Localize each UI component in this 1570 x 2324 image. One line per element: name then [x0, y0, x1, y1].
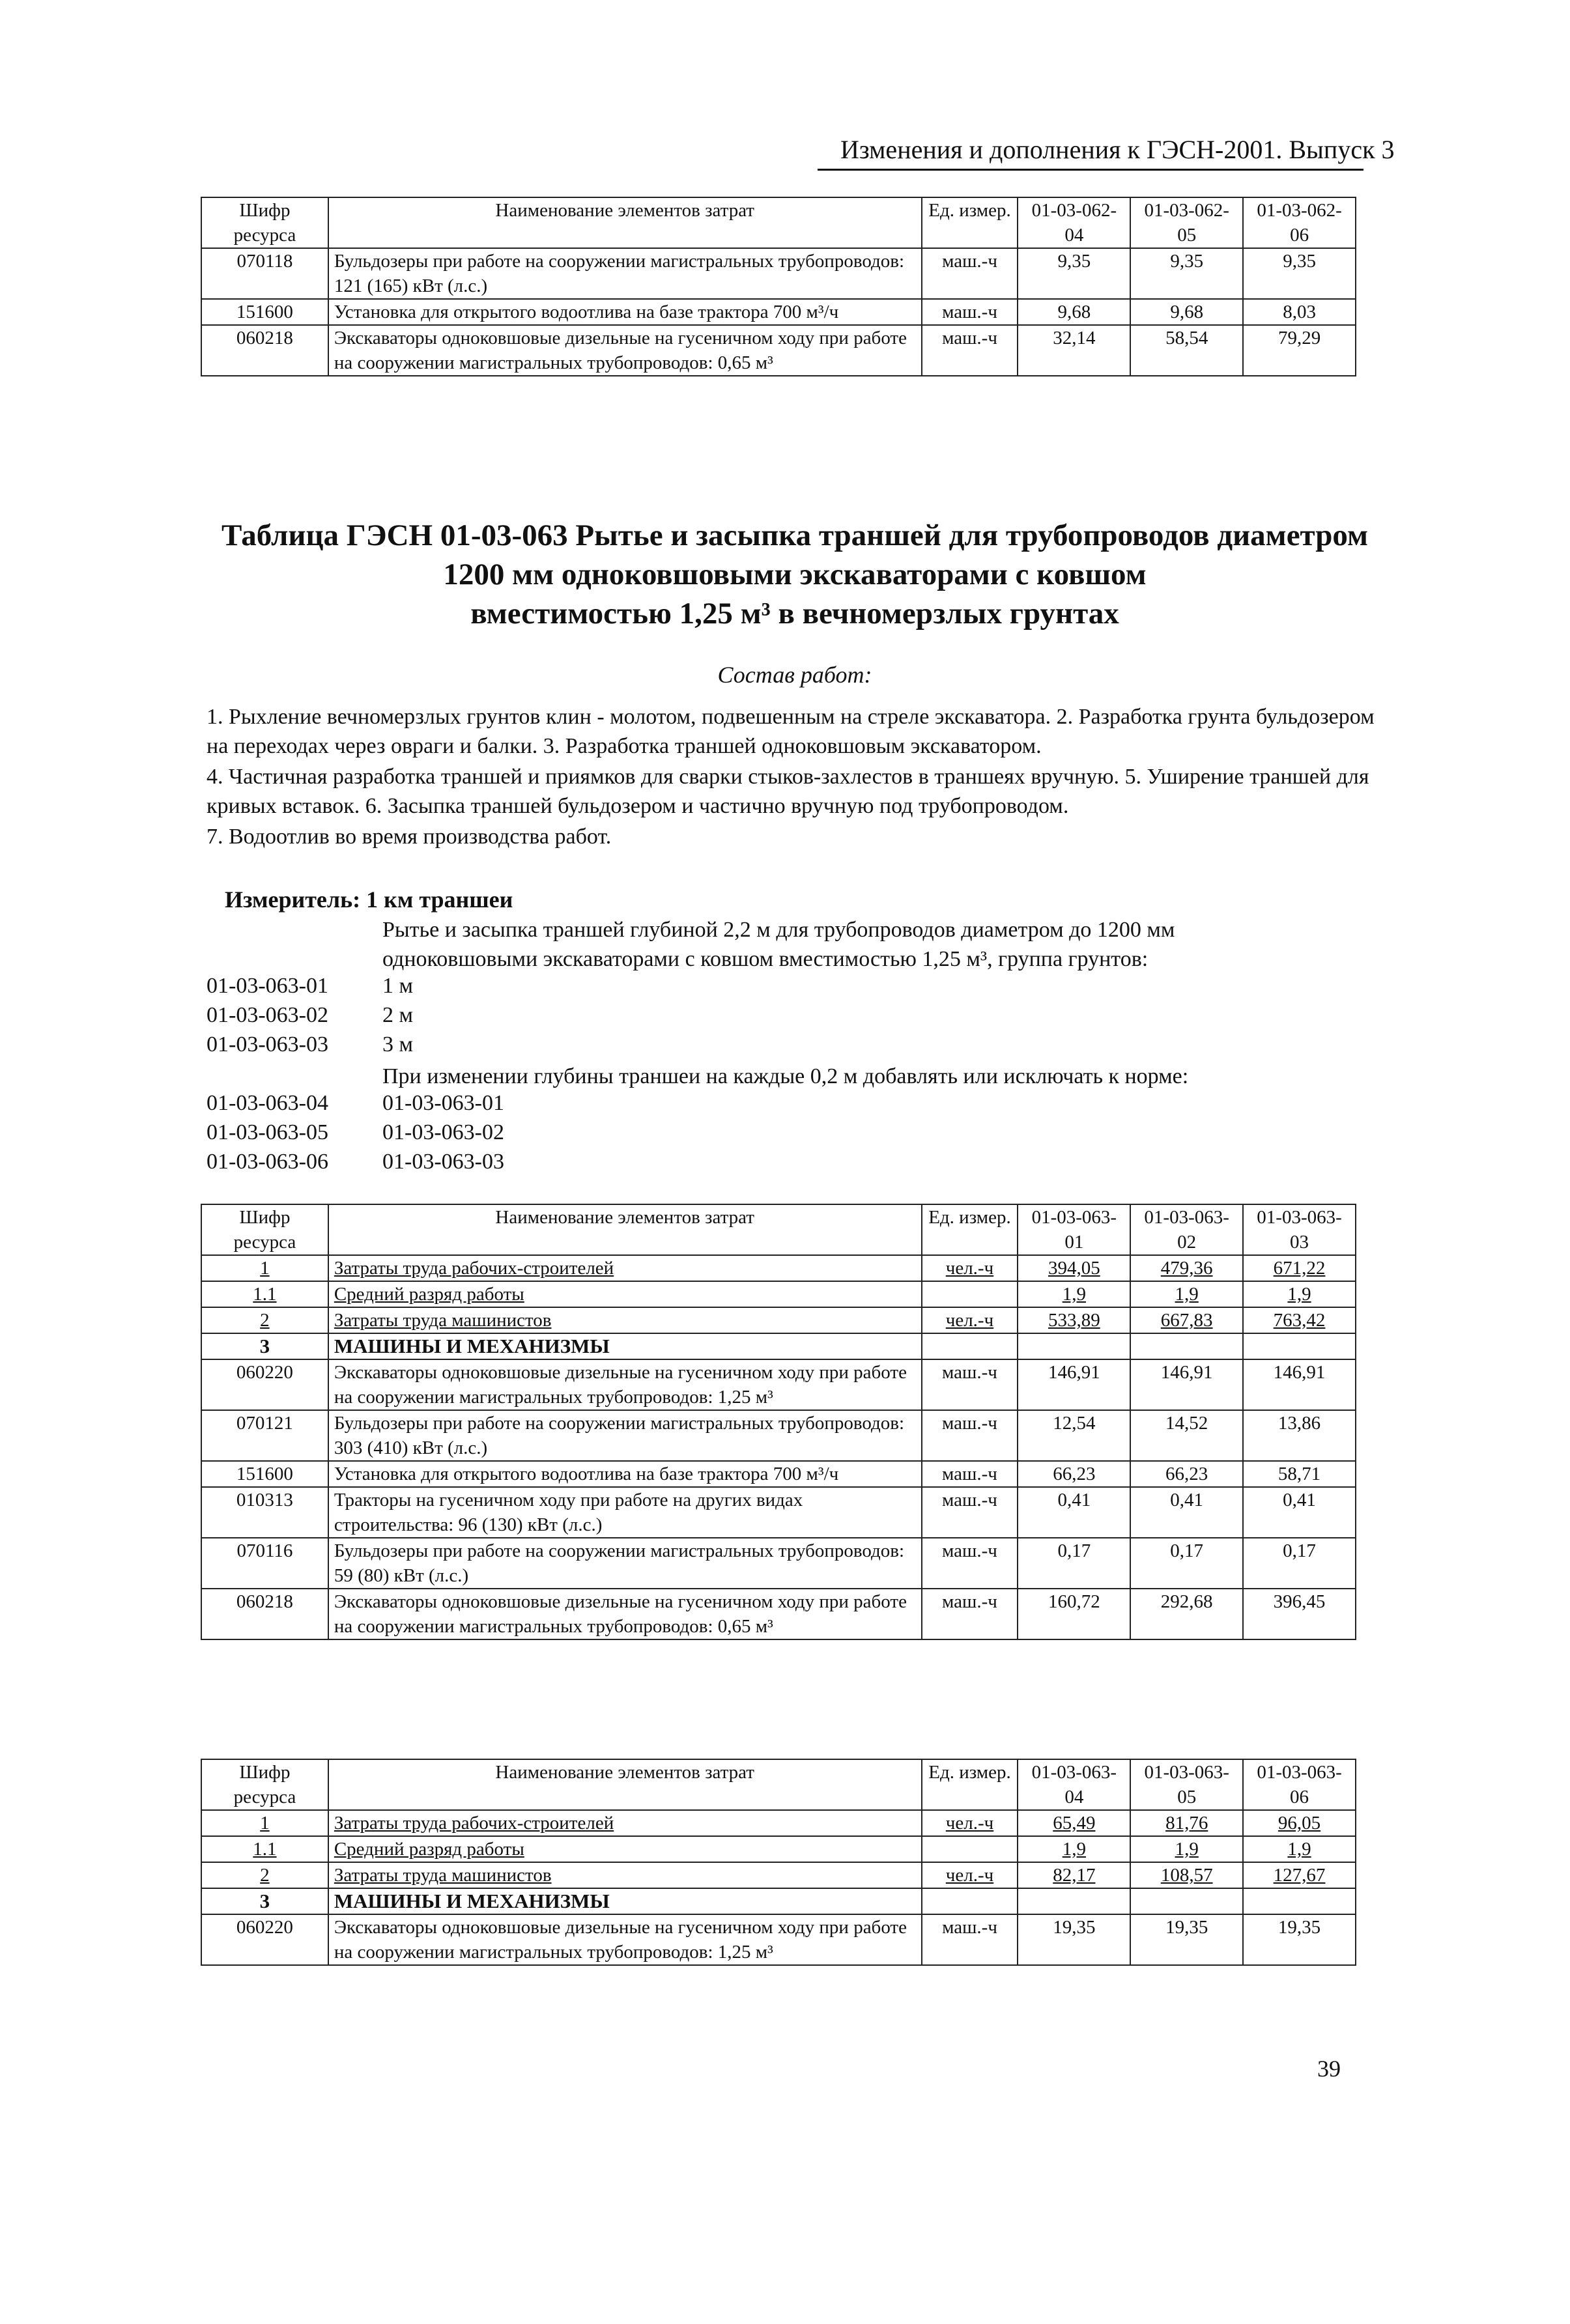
table-row	[201, 299, 1356, 325]
norm-value-cell: 14,52	[1130, 1410, 1243, 1461]
work-paragraph: 7. Водоотлив во время производства работ.	[207, 825, 612, 849]
table-row	[201, 1862, 1356, 1888]
resource-code: 1	[201, 1255, 328, 1281]
norm-value: 01-03-063-02	[382, 1120, 504, 1144]
norm-code: 01-03-063-04	[207, 1091, 328, 1115]
title-line: вместимостью 1,25 м³ в вечномерзлых грунтах	[470, 597, 1119, 631]
resource-code: 060218	[201, 325, 328, 376]
th-code: Шифр ресурса	[201, 1759, 328, 1810]
resource-code: 1	[201, 1810, 328, 1836]
th-name: Наименование элементов затрат	[328, 1204, 922, 1255]
norm-value-cell	[1130, 1888, 1243, 1914]
cost-table-1	[201, 197, 1356, 376]
norm-value-cell: 0,17	[1018, 1538, 1130, 1589]
th-name: Наименование элементов затрат	[328, 197, 922, 248]
norm-value-cell: 66,23	[1130, 1461, 1243, 1487]
table-row	[201, 1333, 1356, 1359]
cost-element-name: Установка для открытого водоотлива на базе трактора 700 м³/ч	[328, 1461, 922, 1487]
norm-value-cell: 396,45	[1243, 1589, 1356, 1639]
th-col: 01-03-063-05	[1130, 1759, 1243, 1810]
cost-element-name: Тракторы на гусеничном ходу при работе на других видах строительства: 96 (130) кВт (л.с.)	[328, 1487, 922, 1538]
title-line: 1200 мм одноковшовыми экскаваторами с ковшом	[443, 558, 1147, 591]
resource-code: 1.1	[201, 1281, 328, 1307]
norm-value: 3 м	[382, 1032, 414, 1056]
th-col: 01-03-063-02	[1130, 1204, 1243, 1255]
norm-value-cell: 146,91	[1243, 1359, 1356, 1410]
norm-value-cell: 8,03	[1243, 299, 1356, 325]
unit-of-measure: маш.-ч	[922, 1461, 1018, 1487]
norm-value-cell: 12,54	[1018, 1410, 1130, 1461]
norm-code-row	[207, 1150, 504, 1174]
cost-element-name: Бульдозеры при работе на сооружении магистральных трубопроводов: 121 (165) кВт (л.с.)	[328, 248, 922, 299]
th-col: 01-03-062-04	[1018, 197, 1130, 248]
cost-element-name: Средний разряд работы	[328, 1281, 922, 1307]
norm-value-cell: 1,9	[1130, 1281, 1243, 1307]
th-code: Шифр ресурса	[201, 197, 328, 248]
th-col: 01-03-063-03	[1243, 1204, 1356, 1255]
norm-value-cell: 19,35	[1018, 1914, 1130, 1965]
norm-value-cell: 1,9	[1018, 1836, 1130, 1862]
cost-element-name: Экскаваторы одноковшовые дизельные на гусеничном ходу при работе на сооружении магистральных трубопроводов: 1,25 м³	[328, 1914, 922, 1965]
resource-code: 1.1	[201, 1836, 328, 1862]
norm-value-cell: 0,41	[1130, 1487, 1243, 1538]
norm-value-cell: 0,41	[1243, 1487, 1356, 1538]
unit-of-measure: чел.-ч	[922, 1862, 1018, 1888]
norm-value-cell	[1243, 1888, 1356, 1914]
norm-value-cell: 79,29	[1243, 325, 1356, 376]
norm-value-cell: 96,05	[1243, 1810, 1356, 1836]
norm-value-cell: 66,23	[1018, 1461, 1130, 1487]
resource-code: 2	[201, 1862, 328, 1888]
cost-element-name: Установка для открытого водоотлива на базе трактора 700 м³/ч	[328, 299, 922, 325]
table-row	[201, 1589, 1356, 1639]
norm-value-cell: 127,67	[1243, 1862, 1356, 1888]
th-unit: Ед. измер.	[922, 197, 1018, 248]
table-row	[201, 248, 1356, 299]
norm-value-cell: 108,57	[1130, 1862, 1243, 1888]
cost-element-name: МАШИНЫ И МЕХАНИЗМЫ	[328, 1888, 922, 1914]
table-row	[201, 1359, 1356, 1410]
norm-value-cell: 65,49	[1018, 1810, 1130, 1836]
norm-value-cell: 667,83	[1130, 1307, 1243, 1333]
unit-of-measure: маш.-ч	[922, 1589, 1018, 1639]
work-paragraph: 1. Рыхление вечномерзлых грунтов клин - молотом, подвешенным на стреле экскаватора. 2. Разработка грунта бульдозером на переходах через овраги и балки. 3. Разработка траншей одноковшовым экскаватором.	[207, 705, 1375, 758]
th-col: 01-03-063-04	[1018, 1759, 1130, 1810]
title-line: Таблица ГЭСН 01-03-063 Рытье и засыпка траншей для трубопроводов диаметром	[221, 518, 1368, 552]
norm-value-cell: 9,35	[1130, 248, 1243, 299]
resource-code: 070118	[201, 248, 328, 299]
norm-value-cell: 292,68	[1130, 1589, 1243, 1639]
unit-of-measure: маш.-ч	[922, 1410, 1018, 1461]
cost-table-2	[201, 1204, 1356, 1640]
running-header: Изменения и дополнения к ГЭСН-2001. Выпуск 3	[840, 135, 1395, 164]
norm-code: 01-03-063-01	[207, 974, 328, 998]
norm-value-cell: 82,17	[1018, 1862, 1130, 1888]
cost-element-name: Экскаваторы одноковшовые дизельные на гусеничном ходу при работе на сооружении магистральных трубопроводов: 0,65 м³	[328, 325, 922, 376]
resource-code: 2	[201, 1307, 328, 1333]
norm-value-cell: 1,9	[1243, 1281, 1356, 1307]
norm-value: 01-03-063-01	[382, 1091, 504, 1115]
table-row	[201, 1836, 1356, 1862]
norm-value-cell: 160,72	[1018, 1589, 1130, 1639]
norm-code: 01-03-063-02	[207, 1003, 328, 1027]
norm-value-cell: 9,35	[1243, 248, 1356, 299]
unit-of-measure	[922, 1888, 1018, 1914]
norm-value-cell: 533,89	[1018, 1307, 1130, 1333]
norm-value-cell: 58,71	[1243, 1461, 1356, 1487]
norm-value-cell: 146,91	[1130, 1359, 1243, 1410]
table-row	[201, 1255, 1356, 1281]
norm-value-cell: 394,05	[1018, 1255, 1130, 1281]
cost-table-3	[201, 1759, 1356, 1966]
cost-element-name: Затраты труда машинистов	[328, 1862, 922, 1888]
norm-value-cell: 58,54	[1130, 325, 1243, 376]
resource-code: 060220	[201, 1914, 328, 1965]
unit-of-measure: маш.-ч	[922, 1359, 1018, 1410]
cost-element-name: Затраты труда машинистов	[328, 1307, 922, 1333]
norm-value-cell	[1130, 1333, 1243, 1359]
cost-element-name: МАШИНЫ И МЕХАНИЗМЫ	[328, 1333, 922, 1359]
norm-value: 01-03-063-03	[382, 1150, 504, 1174]
cost-element-name: Бульдозеры при работе на сооружении магистральных трубопроводов: 303 (410) кВт (л.с.)	[328, 1410, 922, 1461]
norm-value-cell: 0,41	[1018, 1487, 1130, 1538]
norm-code-row	[207, 1091, 504, 1116]
table-row	[201, 1410, 1356, 1461]
resource-code: 010313	[201, 1487, 328, 1538]
th-name: Наименование элементов затрат	[328, 1759, 922, 1810]
norm-value-cell: 9,68	[1018, 299, 1130, 325]
norm-code: 01-03-063-03	[207, 1032, 328, 1056]
norm-value-cell: 146,91	[1018, 1359, 1130, 1410]
norm-value-cell: 0,17	[1130, 1538, 1243, 1589]
norm-value-cell	[1018, 1333, 1130, 1359]
table-row	[201, 1538, 1356, 1589]
norm-value-cell: 19,35	[1130, 1914, 1243, 1965]
work-paragraph: 4. Частичная разработка траншей и приямков для сварки стыков-захлестов в траншеях вручную. 5. Уширение траншей для кривых вставок. 6. Засыпка траншей бульдозером и частично вручную под трубопроводом.	[207, 765, 1369, 818]
table-row	[201, 1281, 1356, 1307]
header-rule	[818, 169, 1363, 171]
measure-unit: Измеритель: 1 км траншеи	[225, 886, 513, 913]
norm-code-row	[207, 1120, 504, 1145]
resource-code: 070121	[201, 1410, 328, 1461]
resource-code: 151600	[201, 1461, 328, 1487]
resource-code: 151600	[201, 299, 328, 325]
th-code: Шифр ресурса	[201, 1204, 328, 1255]
cost-element-name: Экскаваторы одноковшовые дизельные на гусеничном ходу при работе на сооружении магистральных трубопроводов: 1,25 м³	[328, 1359, 922, 1410]
norm-description: При изменении глубины траншеи на каждые 0,2 м добавлять или исключать к норме:	[382, 1064, 1189, 1088]
cost-element-name: Затраты труда рабочих-строителей	[328, 1810, 922, 1836]
unit-of-measure: маш.-ч	[922, 248, 1018, 299]
unit-of-measure	[922, 1836, 1018, 1862]
unit-of-measure: маш.-ч	[922, 1914, 1018, 1965]
resource-code: 060220	[201, 1359, 328, 1410]
table-row	[201, 1914, 1356, 1965]
resource-code: 3	[201, 1333, 328, 1359]
table-title	[195, 516, 1394, 633]
unit-of-measure: маш.-ч	[922, 1538, 1018, 1589]
unit-of-measure: маш.-ч	[922, 1487, 1018, 1538]
norm-value-cell: 763,42	[1243, 1307, 1356, 1333]
cost-element-name: Средний разряд работы	[328, 1836, 922, 1862]
norm-value-cell: 9,68	[1130, 299, 1243, 325]
table-row	[201, 1487, 1356, 1538]
norm-code-row	[207, 1032, 414, 1057]
norm-value-cell	[1018, 1888, 1130, 1914]
table-row	[201, 325, 1356, 376]
unit-of-measure: маш.-ч	[922, 325, 1018, 376]
norm-value-cell	[1243, 1333, 1356, 1359]
th-col: 01-03-063-01	[1018, 1204, 1130, 1255]
norm-value: 1 м	[382, 974, 414, 998]
cost-element-name: Бульдозеры при работе на сооружении магистральных трубопроводов: 59 (80) кВт (л.с.)	[328, 1538, 922, 1589]
norm-value-cell: 1,9	[1243, 1836, 1356, 1862]
norm-code-row	[207, 974, 414, 999]
table-row	[201, 1461, 1356, 1487]
unit-of-measure	[922, 1281, 1018, 1307]
norm-value-cell: 81,76	[1130, 1810, 1243, 1836]
norm-value-cell: 479,36	[1130, 1255, 1243, 1281]
norm-value-cell: 0,17	[1243, 1538, 1356, 1589]
unit-of-measure: чел.-ч	[922, 1307, 1018, 1333]
th-unit: Ед. измер.	[922, 1759, 1018, 1810]
norm-value: 2 м	[382, 1003, 414, 1027]
th-col: 01-03-062-06	[1243, 197, 1356, 248]
th-col: 01-03-063-06	[1243, 1759, 1356, 1810]
unit-of-measure: чел.-ч	[922, 1255, 1018, 1281]
table-row	[201, 1888, 1356, 1914]
norm-value-cell: 9,35	[1018, 248, 1130, 299]
cost-element-name: Экскаваторы одноковшовые дизельные на гусеничном ходу при работе на сооружении магистральных трубопроводов: 0,65 м³	[328, 1589, 922, 1639]
norm-code-row	[207, 1003, 414, 1028]
resource-code: 3	[201, 1888, 328, 1914]
resource-code: 070116	[201, 1538, 328, 1589]
norm-value-cell: 671,22	[1243, 1255, 1356, 1281]
norm-value-cell: 1,9	[1018, 1281, 1130, 1307]
norm-value-cell: 1,9	[1130, 1836, 1243, 1862]
norm-description: Рытье и засыпка траншей глубиной 2,2 м для трубопроводов диаметром до 1200 мм одноковшовыми экскаваторами с ковшом вместимостью 1,25 м³, группа грунтов:	[382, 918, 1175, 971]
page-number: 39	[1317, 2056, 1341, 2082]
norm-code: 01-03-063-06	[207, 1150, 328, 1174]
norm-value-cell: 32,14	[1018, 325, 1130, 376]
norm-code: 01-03-063-05	[207, 1120, 328, 1144]
norm-value-cell: 13,86	[1243, 1410, 1356, 1461]
resource-code: 060218	[201, 1589, 328, 1639]
unit-of-measure: маш.-ч	[922, 299, 1018, 325]
cost-element-name: Затраты труда рабочих-строителей	[328, 1255, 922, 1281]
table-row	[201, 1307, 1356, 1333]
th-col: 01-03-062-05	[1130, 197, 1243, 248]
work-composition-heading: Состав работ:	[717, 662, 872, 688]
unit-of-measure	[922, 1333, 1018, 1359]
table-row	[201, 1810, 1356, 1836]
unit-of-measure: чел.-ч	[922, 1810, 1018, 1836]
th-unit: Ед. измер.	[922, 1204, 1018, 1255]
norm-value-cell: 19,35	[1243, 1914, 1356, 1965]
